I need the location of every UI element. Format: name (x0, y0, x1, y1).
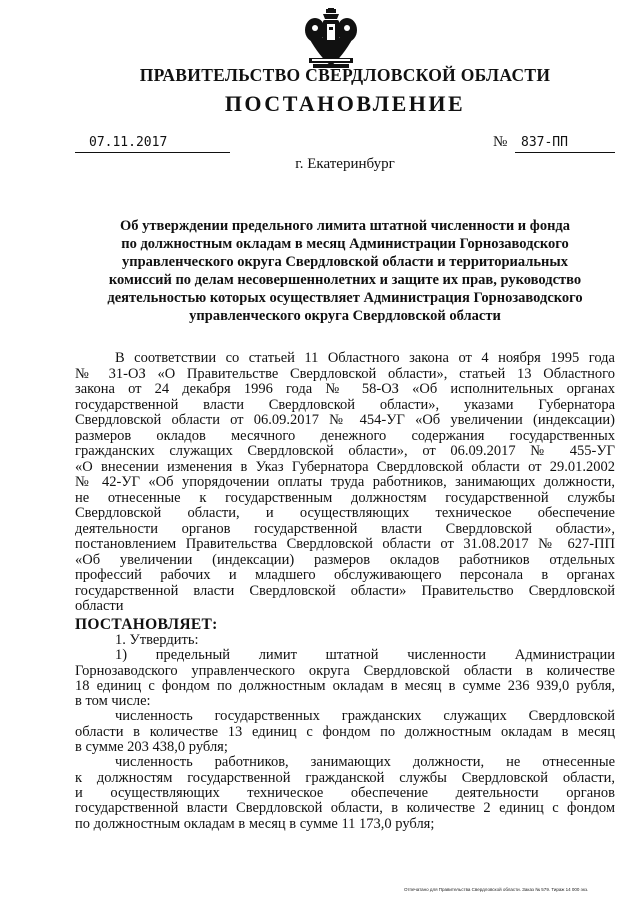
preamble-line: профессий рабочих и младшего обслуживающего персонала в органах (75, 567, 615, 583)
title-line: Об утверждении предельного лимита штатной численности и фонда (119, 218, 571, 234)
resolves-heading: ПОСТАНОВЛЯЕТ: (75, 616, 218, 633)
number-underline (515, 152, 615, 153)
preamble-line: «Об увеличении (индексации) размеров окладов работников отдельных (75, 551, 615, 568)
document-title (75, 217, 615, 325)
clause-line: области в количестве 13 единиц с фондом по должностным окладам в месяц (75, 723, 615, 740)
preamble-line: государственной власти Свердловской области», указами Губернатора (75, 396, 615, 413)
preamble-line: закона от 24 декабря 1996 года № 58-ОЗ «Об исполнительных органах (75, 381, 615, 397)
resolution-clauses (75, 633, 615, 832)
preamble (75, 351, 615, 615)
title-line: деятельностью которых осуществляет Администрация Горнозаводского (107, 290, 583, 306)
clause-line: численность работников, занимающих должности, не отнесенные (115, 754, 615, 771)
preamble-line: размеров окладов месячного денежного содержания государственных (75, 427, 615, 444)
coat-of-arms-emblem (303, 8, 359, 70)
number-label: № (493, 134, 508, 150)
clause-line: по должностным окладам в месяц в сумме 11 173,0 рубля; (75, 815, 435, 832)
document-type: ПОСТАНОВЛЕНИЕ (224, 91, 466, 116)
clause-line: Горнозаводского управленческого округа Свердловской области в количестве (75, 662, 615, 679)
government-name: ПРАВИТЕЛЬСТВО СВЕРДЛОВСКОЙ ОБЛАСТИ (139, 65, 551, 85)
preamble-line: не отнесенные к государственным должностям государственной службы (75, 489, 615, 506)
document-date: 07.11.2017 (89, 135, 168, 150)
city: г. Екатеринбург (295, 156, 395, 172)
clause-line: и осуществляющих техническое обеспечение деятельности органов (75, 784, 615, 801)
preamble-line: Свердловской области от 06.09.2017 № 454-УГ «Об увеличении (индексации) (75, 412, 615, 428)
preamble-line: «О внесении изменения в Указ Губернатора Свердловской области от 29.01.2002 (75, 458, 615, 475)
preamble-line: постановлением Правительства Свердловской области от 31.08.2017 № 627-ПП (75, 536, 615, 552)
preamble-line: гражданских служащих Свердловской области», от 06.09.2017 № 455-УГ (75, 443, 615, 459)
title-line: по должностным окладам в месяц Администрации Горнозаводского (121, 236, 569, 252)
preamble-line: деятельности органов государственной власти Свердловской области», (75, 520, 615, 537)
clause-line: в сумме 203 438,0 рубля; (75, 739, 228, 756)
clause-line: государственной власти Свердловской области, в количестве 2 единиц с фондом (75, 800, 615, 817)
clause-line: 1) предельный лимит штатной численности Администрации (115, 647, 615, 664)
preamble-line: № 42-УГ «Об упорядочении оплаты труда работников, занимающих должности, (75, 474, 615, 490)
preamble-line: области (75, 598, 124, 614)
clause-line: 18 единиц с фондом по должностным окладам в месяц в сумме 236 939,0 рубля, (75, 677, 615, 694)
print-footer: Отпечатано для Правительства Свердловской области. Заказ № 579. Тираж 14 000 экз. (404, 887, 589, 892)
title-line: управленческого округа Свердловской области и территориальных (121, 254, 568, 270)
clause-line: 1. Утвердить: (115, 632, 199, 648)
clause-line: к должностям государственной гражданской службы Свердловской области, (75, 769, 615, 786)
title-line: управленческого округа Свердловской области (189, 308, 501, 324)
document-number: 837-ПП (521, 135, 568, 150)
title-line: комиссий по делам несовершеннолетних и защите их прав, руководство (108, 272, 582, 288)
preamble-line: В соответствии со статьей 11 Областного закона от 4 ноября 1995 года (115, 350, 615, 366)
preamble-line: государственной власти Свердловской области» Правительство Свердловской (75, 582, 615, 599)
clause-line: в том числе: (75, 693, 151, 710)
preamble-line: Свердловской области, и осуществляющих техническое обеспечение (75, 505, 615, 521)
preamble-line: № 31-ОЗ «О Правительстве Свердловской области», статьей 13 Областного (75, 365, 615, 382)
date-underline (75, 152, 230, 153)
clause-line: численность государственных гражданских служащих Свердловской (115, 708, 615, 725)
